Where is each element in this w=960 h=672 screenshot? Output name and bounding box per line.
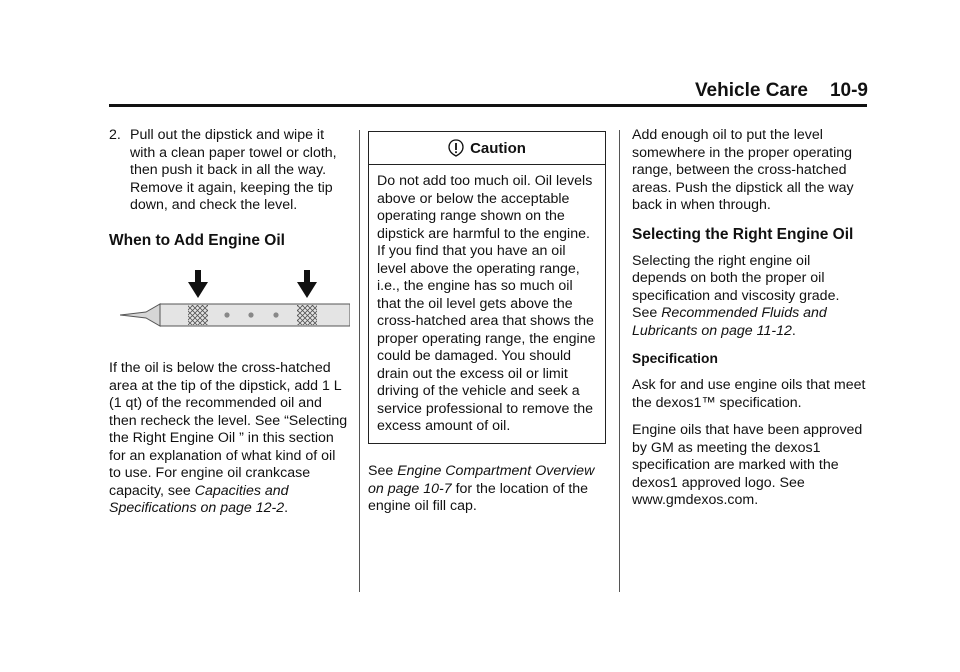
arrow-down-icon xyxy=(297,270,317,298)
step-number: 2. xyxy=(109,127,121,143)
add-enough-paragraph: Add enough oil to put the level somewhere in the proper operating range, between the cross-hatched areas. Push the dipstick all the way back in when through. xyxy=(632,127,854,213)
column-1 xyxy=(109,127,351,251)
column-divider-left xyxy=(359,130,360,592)
column-2-lower xyxy=(368,463,608,526)
column-divider-right xyxy=(619,130,620,592)
header-rule xyxy=(109,104,867,107)
section-heading-selecting: Selecting the Right Engine Oil xyxy=(632,225,854,243)
step-text: Pull out the dipstick and wipe it with a clean paper towel or cloth, then push it back in all the way. Remove it again, keeping the tip down, and check the level. xyxy=(130,127,337,213)
approved-paragraph: Engine oils that have been approved by GM as meeting the dexos1 specification are marked with the dexos1 approved logo. See www.gmdexos.com. xyxy=(632,422,863,508)
arrow-down-icon xyxy=(188,270,208,298)
subheading-specification: Specification xyxy=(632,351,718,366)
caution-warning-icon xyxy=(448,139,464,157)
caution-box xyxy=(368,131,606,444)
section-heading-when-to-add: When to Add Engine Oil xyxy=(109,231,285,249)
dexos-paragraph: Ask for and use engine oils that meet the dexos1™ specification. xyxy=(632,377,866,411)
caution-title: Caution xyxy=(470,139,526,157)
engine-compartment-link: Engine Compartment Overview on page 10-7 xyxy=(368,463,595,497)
add-oil-paragraph: If the oil is below the cross-hatched area at the tip of the dipstick, add 1 L (1 qt) of the recommended oil and then recheck the level. See “Selecting the Right Engine Oil ” in this section for an explanation of what kind of oil to use. For engine oil crankcase capacity, see Capacities and Specifications on page 12-2. xyxy=(109,360,348,516)
page-number: 10-9 xyxy=(829,80,868,101)
caution-body: Do not add too much oil. Oil levels above or below the acceptable operating range shown on the dipstick are harmful to the engine. If you find that you have an oil level above the operating range, i.e., the engine has so much oil that the oil level gets above the cross-hatched area that shows the proper operating range, the engine could be damaged. You should drain out the excess oil or limit driving of the vehicle and seek a service professional to remove the excess amount of oil. xyxy=(377,173,596,434)
recommended-fluids-link: Recommended Fluids and Lubricants on page 11-12 xyxy=(632,305,827,339)
capacities-link: Capacities and Specifications on page 12-2 xyxy=(109,482,289,516)
page-header xyxy=(560,80,868,102)
caution-header xyxy=(369,132,605,165)
column-3 xyxy=(632,127,868,520)
step-2 xyxy=(109,127,351,215)
fill-cap-paragraph: See Engine Compartment Overview on page 10-7 for the location of the engine oil fill cap. xyxy=(368,463,595,514)
section-title: Vehicle Care xyxy=(694,80,808,101)
dipstick-illustration xyxy=(120,268,350,330)
column-1-lower xyxy=(109,360,351,528)
selecting-paragraph: Selecting the right engine oil depends on both the proper oil specification and viscosity grade. See Recommended Fluids and Lubricants on page 11-12. xyxy=(632,252,840,339)
